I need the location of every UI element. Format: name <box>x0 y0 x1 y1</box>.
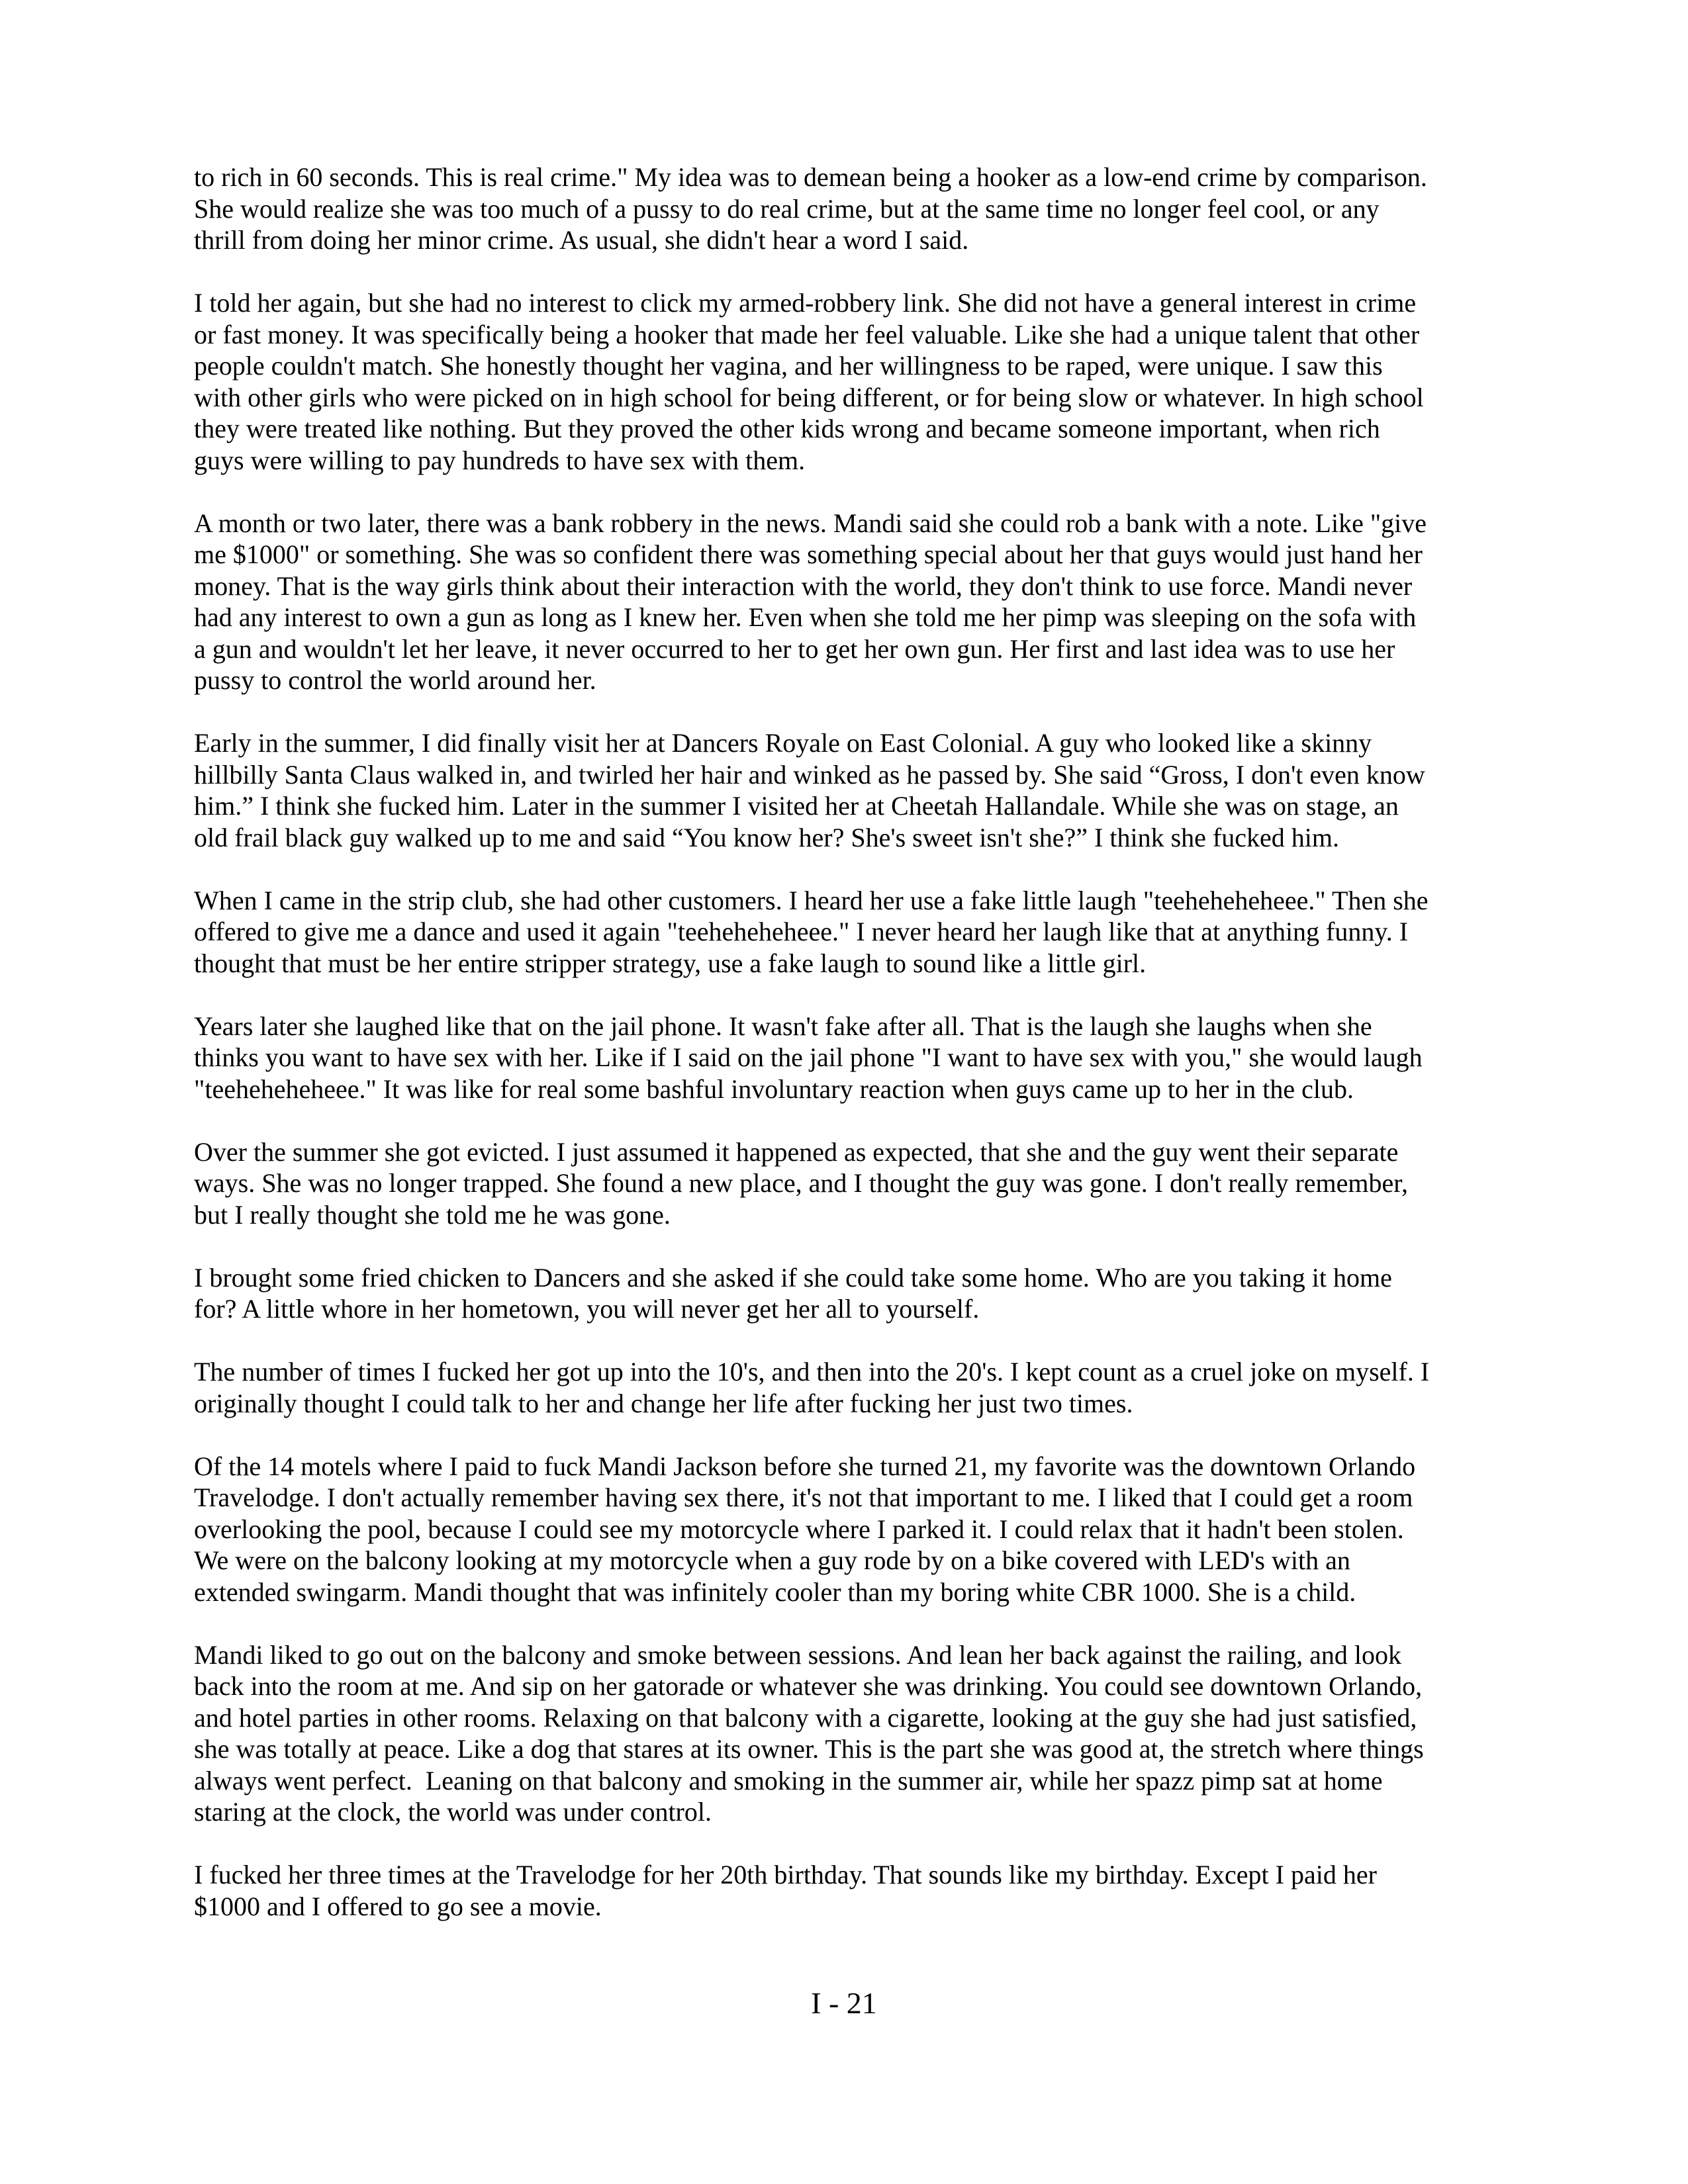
text-line: Early in the summer, I did finally visit her at Dancers Royale on East Colonial. A guy who looked like a skinny <box>194 728 1372 758</box>
text-line: originally thought I could talk to her and change her life after fucking her just two times. <box>194 1388 1133 1418</box>
text-line: We were on the balcony looking at my motorcycle when a guy rode by on a bike covered with LED's with an <box>194 1545 1350 1575</box>
text-line: they were treated like nothing. But they proved the other kids wrong and became someone important, when rich <box>194 414 1380 443</box>
text-line: had any interest to own a gun as long as I knew her. Even when she told me her pimp was sleeping on the sofa with <box>194 602 1417 632</box>
paragraph <box>194 1011 1518 1105</box>
text-line: Mandi liked to go out on the balcony and smoke between sessions. And lean her back against the railing, and look <box>194 1639 1402 1670</box>
text-line: pussy to control the world around her. <box>194 665 596 695</box>
text-line: A month or two later, there was a bank robbery in the news. Mandi said she could rob a bank with a note. Like "give <box>194 508 1427 538</box>
text-line: "teeheheheheee." It was like for real some bashful involuntary reaction when guys came up to her in the club. <box>194 1073 1354 1104</box>
text-line: The number of times I fucked her got up into the 10's, and then into the 20's. I kept count as a cruel joke on myself. I <box>194 1357 1430 1387</box>
text-line: I fucked her three times at the Travelodge for her 20th birthday. That sounds like my birthday. Except I paid her <box>194 1860 1377 1889</box>
text-line: and hotel parties in other rooms. Relaxing on that balcony with a cigarette, looking at the guy she had just satisfied, <box>194 1702 1417 1733</box>
text-line: always went perfect. Leaning on that balcony and smoking in the summer air, while her spazz pimp sat at home <box>194 1765 1383 1796</box>
text-line: him.” I think she fucked him. Later in the summer I visited her at Cheetah Hallandale. While she was on stage, an <box>194 791 1399 821</box>
paragraph <box>194 1136 1518 1231</box>
text-line: ways. She was no longer trapped. She found a new place, and I thought the guy was gone. I don't really remember, <box>194 1168 1408 1198</box>
page-number: I - 21 <box>811 1986 877 2020</box>
text-line: staring at the clock, the world was under control. <box>194 1797 712 1827</box>
text-line: hillbilly Santa Claus walked in, and twirled her hair and winked as he passed by. She said “Gross, I don't even know <box>194 759 1425 790</box>
text-line: or fast money. It was specifically being a hooker that made her feel valuable. Like she had a unique talent that other <box>194 319 1420 349</box>
text-body <box>194 161 1518 1954</box>
text-line: thrill from doing her minor crime. As usual, she didn't hear a word I said. <box>194 225 969 255</box>
text-line: for? A little whore in her hometown, you will never get her all to yourself. <box>194 1294 980 1324</box>
text-line: thinks you want to have sex with her. Like if I said on the jail phone "I want to have sex with you," she would laugh <box>194 1042 1423 1072</box>
text-line: old frail black guy walked up to me and said “You know her? She's sweet isn't she?” I think she fucked him. <box>194 822 1339 852</box>
text-line: Over the summer she got evicted. I just assumed it happened as expected, that she and the guy went their separate <box>194 1136 1399 1167</box>
text-line: money. That is the way girls think about their interaction with the world, they don't think to use force. Mandi never <box>194 570 1413 601</box>
paragraph <box>194 885 1518 979</box>
text-line: to rich in 60 seconds. This is real crime." My idea was to demean being a hooker as a low-end crime by comparison. <box>194 162 1427 192</box>
text-line: back into the room at me. And sip on her gatorade or whatever she was drinking. You could see downtown Orlando, <box>194 1671 1423 1701</box>
text-line: me $1000" or something. She was so confident there was something special about her that guys would just hand her <box>194 539 1423 569</box>
text-line: When I came in the strip club, she had other customers. I heard her use a fake little laugh "teeheheheheee." Then she <box>194 885 1429 915</box>
paragraph <box>194 1639 1518 1828</box>
text-line: $1000 and I offered to go see a movie. <box>194 1891 602 1921</box>
text-line: I brought some fried chicken to Dancers and she asked if she could take some home. Who are you taking it home <box>194 1262 1392 1293</box>
paragraph <box>194 1356 1518 1419</box>
paragraph <box>194 1262 1518 1325</box>
paragraph <box>194 727 1518 853</box>
text-line: a gun and wouldn't let her leave, it never occurred to her to get her own gun. Her first and last idea was to use her <box>194 633 1395 664</box>
text-line: with other girls who were picked on in high school for being different, or for being slow or whatever. In high school <box>194 382 1424 412</box>
text-line: Years later she laughed like that on the jail phone. It wasn't fake after all. That is the laugh she laughs when she <box>194 1011 1372 1041</box>
text-line: overlooking the pool, because I could see my motorcycle where I parked it. I could relax that it hadn't been stolen. <box>194 1514 1404 1544</box>
paragraph <box>194 161 1518 256</box>
paragraph <box>194 287 1518 476</box>
text-line: Travelodge. I don't actually remember having sex there, it's not that important to me. I liked that I could get a room <box>194 1482 1413 1512</box>
text-line: people couldn't match. She honestly thought her vagina, and her willingness to be raped, were unique. I saw this <box>194 351 1383 381</box>
paragraph <box>194 508 1518 696</box>
text-line: but I really thought she told me he was gone. <box>194 1199 671 1230</box>
text-line: extended swingarm. Mandi thought that was infinitely cooler than my boring white CBR 1000. She is a child. <box>194 1576 1356 1607</box>
text-line: offered to give me a dance and used it again "teeheheheheee." I never heard her laugh like that at anything funny. I <box>194 917 1409 946</box>
text-line: She would realize she was too much of a pussy to do real crime, but at the same time no longer feel cool, or any <box>194 193 1380 224</box>
text-line: she was totally at peace. Like a dog that stares at its owner. This is the part she was good at, the stretch where things <box>194 1734 1424 1764</box>
text-line: thought that must be her entire stripper strategy, use a fake laugh to sound like a little girl. <box>194 948 1147 978</box>
text-line: guys were willing to pay hundreds to have sex with them. <box>194 445 806 475</box>
text-line: Of the 14 motels where I paid to fuck Mandi Jackson before she turned 21, my favorite was the downtown Orlando <box>194 1451 1416 1481</box>
paragraph <box>194 1451 1518 1608</box>
paragraph <box>194 1859 1518 1922</box>
text-line: I told her again, but she had no interest to click my armed-robbery link. She did not have a general interest in crime <box>194 288 1417 318</box>
